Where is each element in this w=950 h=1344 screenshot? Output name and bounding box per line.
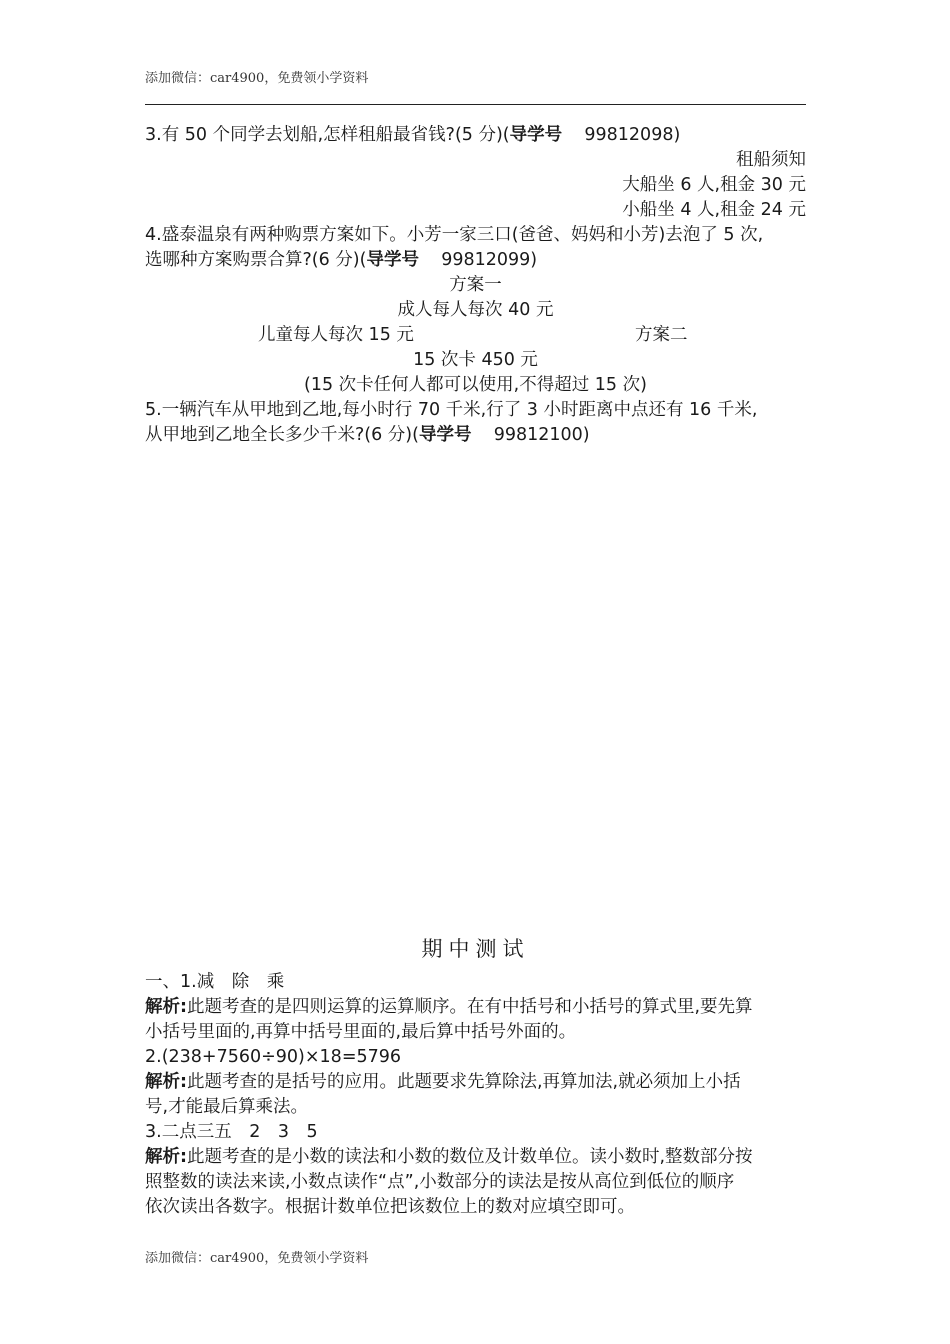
answer-1: 一、1.减 除 乘 xyxy=(145,972,285,992)
explanation-label: 解析: xyxy=(145,1072,187,1092)
page-header: 添加微信：car4900，免费领小学资料 xyxy=(145,71,369,86)
explanation-1-line1: 解析:此题考查的是四则运算的运算顺序。在有中括号和小括号的算式里,要先算 xyxy=(145,997,753,1017)
explanation-label: 解析: xyxy=(145,997,187,1017)
explanation-label: 解析: xyxy=(145,1147,187,1167)
answer-2: 2.(238+7560÷90)×18=5796 xyxy=(145,1047,402,1067)
answer-3: 3.二点三五 2 3 5 xyxy=(145,1122,318,1142)
question-4-line1: 4.盛泰温泉有两种购票方案如下。小芳一家三口(爸爸、妈妈和小芳)去泡了 5 次, xyxy=(145,225,764,245)
question-5-text: 从甲地到乙地全长多少千米?(6 分)( xyxy=(145,425,419,445)
explanation-2-line2: 号,才能最后算乘法。 xyxy=(145,1097,309,1117)
section-title: 期中测试 xyxy=(421,937,530,961)
explanation-3-line3: 依次读出各数字。根据计数单位把该数位上的数对应填空即可。 xyxy=(145,1197,635,1217)
plan-2-card: 15 次卡 450 元 xyxy=(413,350,538,370)
explanation-3-line2: 照整数的读法来读,小数点读作“点”,小数部分的读法是按从高位到低位的顺序 xyxy=(145,1172,735,1192)
boat-notice-small: 小船坐 4 人,租金 24 元 xyxy=(622,200,806,220)
question-4-text: 选哪种方案购票合算?(6 分)( xyxy=(145,250,367,270)
guide-number: 99812098) xyxy=(584,125,681,145)
guide-label: 导学号 xyxy=(366,250,419,270)
question-5-line1: 5.一辆汽车从甲地到乙地,每小时行 70 千米,行了 3 小时距离中点还有 16 千米, xyxy=(145,400,758,420)
guide-label: 导学号 xyxy=(509,125,563,145)
plan-1-child: 儿童每人每次 15 元 xyxy=(258,325,414,345)
plan-2-title: 方案二 xyxy=(635,325,688,345)
explanation-2-line1: 解析:此题考查的是括号的应用。此题要求先算除法,再算加法,就必须加上小括 xyxy=(145,1072,741,1092)
guide-label: 导学号 xyxy=(418,425,472,445)
boat-notice-title: 租船须知 xyxy=(736,150,806,170)
explanation-1-line2: 小括号里面的,再算中括号里面的,最后算中括号外面的。 xyxy=(145,1022,577,1042)
plan-1-adult: 成人每人每次 40 元 xyxy=(397,300,554,320)
header-rule xyxy=(145,104,806,105)
question-4-line2 xyxy=(145,248,537,273)
question-3-text: 3.有 50 个同学去划船,怎样租船最省钱?(5 分)( xyxy=(145,125,510,145)
plan-2-note: (15 次卡任何人都可以使用,不得超过 15 次) xyxy=(304,375,647,395)
question-5-line2 xyxy=(145,423,590,448)
guide-number: 99812099) xyxy=(441,250,538,270)
guide-number: 99812100) xyxy=(493,425,590,445)
explanation-3-line1: 解析:此题考查的是小数的读法和小数的数位及计数单位。读小数时,整数部分按 xyxy=(145,1147,753,1167)
page-footer: 添加微信：car4900，免费领小学资料 xyxy=(145,1251,369,1266)
question-3 xyxy=(145,123,680,148)
boat-notice-big: 大船坐 6 人,租金 30 元 xyxy=(622,175,806,195)
plan-1-title: 方案一 xyxy=(449,275,502,295)
